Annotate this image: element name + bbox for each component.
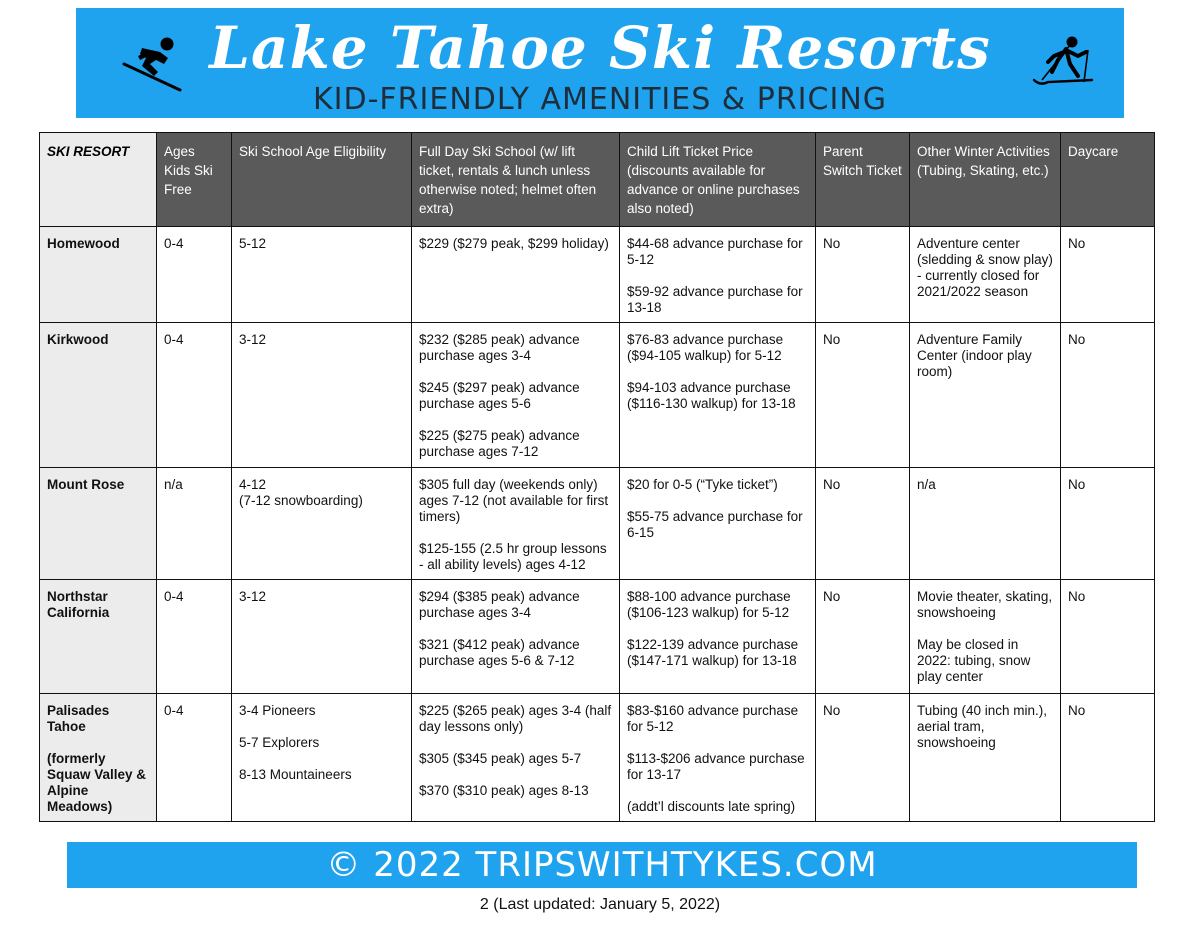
- cell-resort: [40, 694, 157, 822]
- cell-paragraph: 4-12 (7-12 snowboarding): [239, 477, 363, 508]
- cell-paragraph: May be closed in 2022: tubing, snow play center: [917, 637, 1031, 684]
- header-lift-ticket: Child Lift Ticket Price (discounts available for advance or online purchases also noted): [620, 133, 816, 227]
- header-banner: [76, 8, 1124, 118]
- cell-switch-ticket: No: [816, 580, 910, 694]
- cell-activities: [910, 323, 1061, 468]
- cell-paragraph: $55-75 advance purchase for 6-15: [627, 509, 803, 540]
- header-ski-school: Full Day Ski School (w/ lift ticket, rentals & lunch unless otherwise noted; helmet often extra): [412, 133, 620, 227]
- cell-daycare: No: [1061, 227, 1155, 323]
- cell-activities: [910, 227, 1061, 323]
- cell-paragraph: $125-155 (2.5 hr group lessons - all ability levels) ages 4-12: [419, 541, 607, 572]
- cell-paragraph: $245 ($297 peak) advance purchase ages 5-6: [419, 380, 580, 411]
- header-activities: Other Winter Activities (Tubing, Skating, etc.): [910, 133, 1061, 227]
- cell-paragraph: $321 ($412 peak) advance purchase ages 5-6 & 7-12: [419, 637, 580, 668]
- cell-lift-ticket: [620, 694, 816, 822]
- cell-paragraph: $76-83 advance purchase ($94-105 walkup) for 5-12: [627, 332, 784, 363]
- header-switch-ticket: Parent Switch Ticket: [816, 133, 910, 227]
- cell-paragraph: $88-100 advance purchase ($106-123 walkup) for 5-12: [627, 589, 791, 620]
- cell-ages-free: 0-4: [157, 694, 232, 822]
- table-row: [40, 580, 1155, 694]
- cell-paragraph: Kirkwood: [47, 332, 109, 347]
- footer-banner: © 2022 TRIPSWITHTYKES.COM: [67, 842, 1137, 888]
- cell-paragraph: $305 full day (weekends only) ages 7-12 (not available for first timers): [419, 477, 609, 524]
- cell-switch-ticket: No: [816, 468, 910, 580]
- cell-ages-free: 0-4: [157, 227, 232, 323]
- table-row: [40, 694, 1155, 822]
- cell-paragraph: Adventure Family Center (indoor play room): [917, 332, 1032, 379]
- cell-resort: [40, 468, 157, 580]
- downhill-skier-icon: [120, 34, 186, 92]
- cell-paragraph: Homewood: [47, 236, 120, 251]
- cell-ski-school: [412, 580, 620, 694]
- resort-table: [39, 132, 1155, 822]
- cell-paragraph: (addt’l discounts late spring): [627, 799, 796, 814]
- cell-paragraph: Palisades Tahoe: [47, 703, 110, 734]
- table-row: [40, 323, 1155, 468]
- table-row: [40, 468, 1155, 580]
- cell-paragraph: Tubing (40 inch min.), aerial tram, snowshoeing: [917, 703, 1048, 750]
- cell-paragraph: Mount Rose: [47, 477, 125, 492]
- cell-paragraph: $305 ($345 peak) ages 5-7: [419, 751, 582, 766]
- cell-paragraph: $294 ($385 peak) advance purchase ages 3-4: [419, 589, 580, 620]
- cell-resort: [40, 580, 157, 694]
- cell-paragraph: $94-103 advance purchase ($116-130 walkup) for 13-18: [627, 380, 796, 411]
- cell-paragraph: 3-12: [239, 589, 267, 604]
- cell-lift-ticket: [620, 580, 816, 694]
- cell-ski-school: [412, 323, 620, 468]
- cell-ages-free: n/a: [157, 468, 232, 580]
- header-school-age: Ski School Age Eligibility: [232, 133, 412, 227]
- cell-paragraph: $225 ($265 peak) ages 3-4 (half day lessons only): [419, 703, 612, 734]
- cell-switch-ticket: No: [816, 694, 910, 822]
- cell-school-age: [232, 323, 412, 468]
- cell-activities: [910, 694, 1061, 822]
- page-title: Lake Tahoe Ski Resorts: [209, 14, 991, 82]
- cell-school-age: [232, 694, 412, 822]
- table-row: [40, 227, 1155, 323]
- cell-switch-ticket: No: [816, 227, 910, 323]
- cell-ski-school: [412, 227, 620, 323]
- cell-paragraph: Adventure center (sledding & snow play) - currently closed for 2021/2022 season: [917, 236, 1053, 299]
- cell-school-age: [232, 468, 412, 580]
- cell-daycare: No: [1061, 694, 1155, 822]
- cell-resort: [40, 227, 157, 323]
- table-header-row: [40, 133, 1155, 227]
- cell-paragraph: 5-12: [239, 236, 267, 251]
- cell-lift-ticket: [620, 323, 816, 468]
- cell-paragraph: Movie theater, skating, snowshoeing: [917, 589, 1053, 620]
- cell-school-age: [232, 580, 412, 694]
- footer-note: 2 (Last updated: January 5, 2022): [479, 896, 721, 913]
- cell-paragraph: (formerly Squaw Valley & Alpine Meadows): [47, 751, 147, 814]
- cell-paragraph: $225 ($275 peak) advance purchase ages 7-12: [419, 428, 580, 459]
- page-subtitle: KID-FRIENDLY AMENITIES & PRICING: [312, 82, 888, 117]
- cell-paragraph: 3-12: [239, 332, 267, 347]
- cell-switch-ticket: No: [816, 323, 910, 468]
- cell-daycare: No: [1061, 323, 1155, 468]
- cell-paragraph: $113-$206 advance purchase for 13-17: [627, 751, 805, 782]
- cell-lift-ticket: [620, 227, 816, 323]
- cell-daycare: No: [1061, 468, 1155, 580]
- cell-lift-ticket: [620, 468, 816, 580]
- cell-paragraph: $59-92 advance purchase for 13-18: [627, 284, 803, 315]
- cell-activities: [910, 580, 1061, 694]
- cell-paragraph: $122-139 advance purchase ($147-171 walkup) for 13-18: [627, 637, 799, 668]
- cell-ages-free: 0-4: [157, 580, 232, 694]
- cell-paragraph: 5-7 Explorers: [239, 735, 320, 750]
- cell-paragraph: Northstar California: [47, 589, 110, 620]
- header-ski-resort: SKI RESORT: [40, 133, 157, 227]
- cell-school-age: [232, 227, 412, 323]
- cell-paragraph: $229 ($279 peak, $299 holiday): [419, 236, 609, 251]
- cell-paragraph: $83-$160 advance purchase for 5-12: [627, 703, 799, 734]
- cell-ski-school: [412, 468, 620, 580]
- cell-paragraph: $44-68 advance purchase for 5-12: [627, 236, 803, 267]
- cell-paragraph: $20 for 0-5 (“Tyke ticket”): [627, 477, 778, 492]
- cross-country-skier-icon: [1030, 34, 1094, 94]
- cell-paragraph: $370 ($310 peak) ages 8-13: [419, 783, 589, 798]
- cell-paragraph: $232 ($285 peak) advance purchase ages 3-4: [419, 332, 580, 363]
- cell-ages-free: 0-4: [157, 323, 232, 468]
- cell-activities: [910, 468, 1061, 580]
- cell-paragraph: 8-13 Mountaineers: [239, 767, 352, 782]
- cell-resort: [40, 323, 157, 468]
- cell-daycare: No: [1061, 580, 1155, 694]
- header-daycare: Daycare: [1061, 133, 1155, 227]
- cell-paragraph: n/a: [917, 477, 936, 492]
- cell-paragraph: 3-4 Pioneers: [239, 703, 316, 718]
- header-ages-free: Ages Kids Ski Free: [157, 133, 232, 227]
- cell-ski-school: [412, 694, 620, 822]
